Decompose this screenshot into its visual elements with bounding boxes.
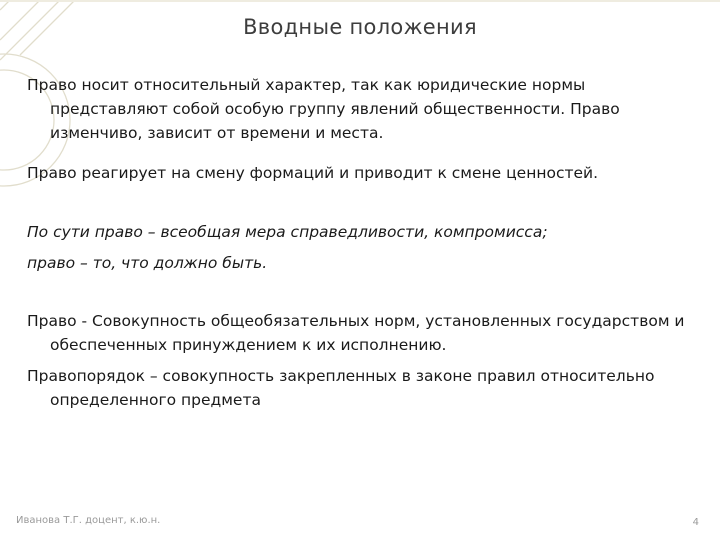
- slide-title: Вводные положения: [243, 15, 477, 39]
- decor-line: [0, 0, 60, 60]
- paragraph-reaction-formations: Право реагирует на смену формаций и приводит к смене ценностей.: [27, 164, 599, 182]
- paragraph-measure-of-justice: По сути право – всеобщая мера справедливости, компромисса;: [27, 223, 548, 241]
- page-number: 4: [692, 517, 699, 528]
- paragraph-what-should-be: право – то, что должно быть.: [27, 254, 268, 272]
- decor-top-edge: [0, 0, 720, 2]
- slide-body: [27, 73, 695, 412]
- paragraph-law-definition: Право - Совокупность общеобязательных норм, установленных государством и обеспеченных принуждением к их исполнению.: [27, 312, 685, 354]
- paragraph-relative-character: Право носит относительный характер, так как юридические нормы представляют собой особую группу явлений общественности. Право изменчиво, зависит от времени и места.: [27, 76, 620, 142]
- paragraph-legal-order-definition: Правопорядок – совокупность закрепленных в законе правил относительно определенного предмета: [27, 367, 655, 409]
- footer-author: Иванова Т.Г. доцент, к.ю.н.: [16, 515, 161, 526]
- decor-line: [20, 0, 75, 55]
- decor-line: [0, 0, 40, 40]
